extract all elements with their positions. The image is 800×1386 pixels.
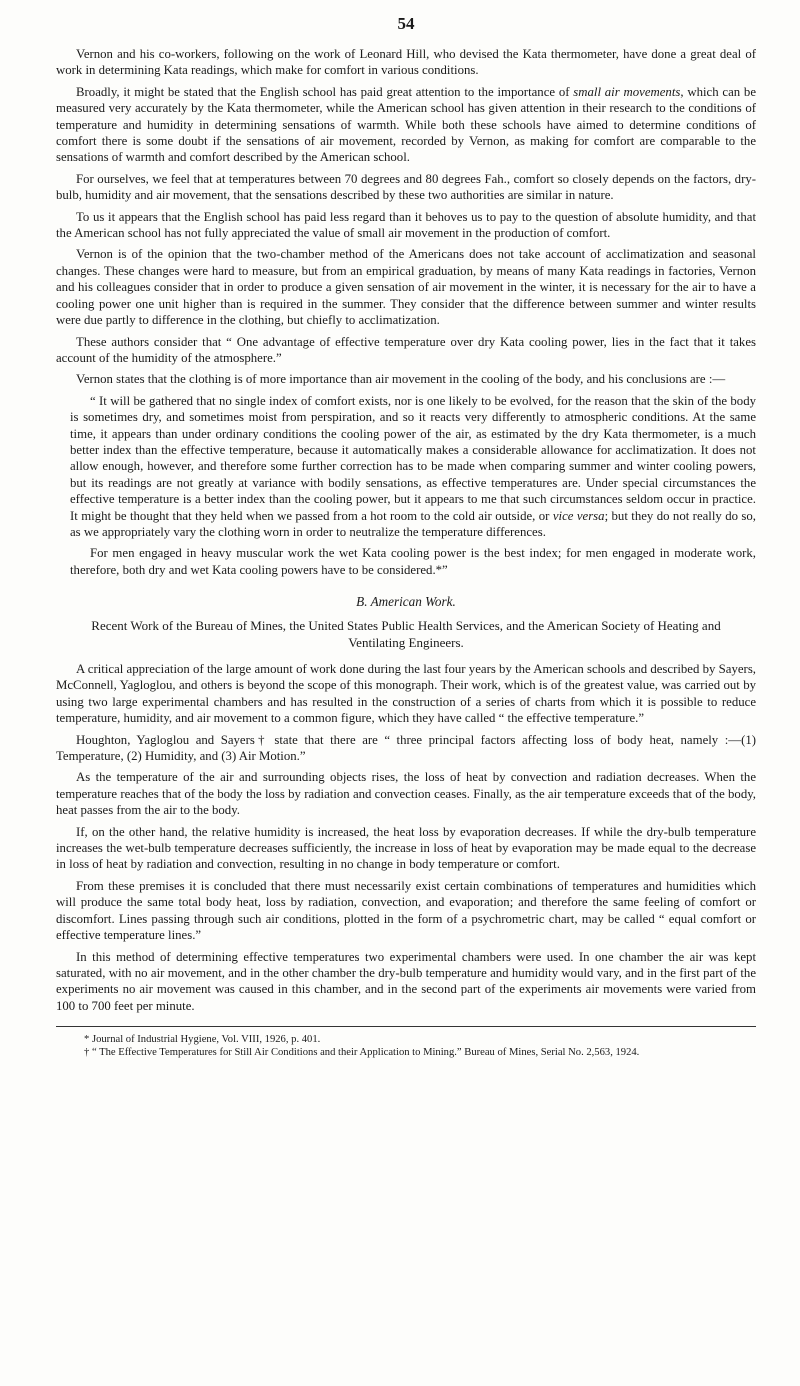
section-subtitle: Recent Work of the Bureau of Mines, the United States Public Health Services, and the American Society of Heating and Ventilating Engineers. [91, 618, 721, 650]
paragraph: Vernon and his co-workers, following on the work of Leonard Hill, who devised the Kata thermometer, have done a great deal of work in determining Kata readings, which make for comfort in various conditions. [56, 47, 756, 78]
paragraph [56, 84, 756, 166]
paragraph: A critical appreciation of the large amount of work done during the last four years by the American schools and described by Sayers, McConnell, Yagloglou, and others is beyond the scope of this monograph. Their work, which is of the greatest value, was carried out by using two large experimental chambers and has resulted in the construction of a series of charts from which it is possible to reduce temperature, humidity, and air movement to a common figure, which they have called “ the effective temperature.” [56, 662, 756, 726]
paragraph: Houghton, Yagloglou and Sayers† state that there are “ three principal factors affecting loss of body heat, namely :—(1) Temperature, (2) Humidity, and (3) Air Motion.” [56, 732, 756, 764]
block-quote: For men engaged in heavy muscular work the wet Kata cooling power is the best index; for men engaged in moderate work, therefore, both dry and wet Kata cooling powers have to be considered.*” [70, 546, 756, 577]
text-run: ; but they do not really do so, as we appropriately vary the clothing worn in order to neutralize the temperature differences. [70, 508, 756, 539]
section-title: B. American Work. [356, 594, 456, 610]
paragraph: To us it appears that the English school has paid less regard than it behoves us to pay to the question of absolute humidity, and that the American school has not fully appreciated the value of small air movement in the production of comfort. [56, 209, 756, 241]
text-run: “ It will be gathered that no single index of comfort exists, nor is one likely to be evolved, for the reason that the skin of the body is sometimes dry, and sometimes moist from perspiration, and so it reacts very differently to atmospheric conditions. At the same time, it appears than under ordinary conditions the cooling power of the air, as estimated by the dry Kata thermometer, is a much better index than the effective temperature, because it automatically makes a considerable allowance for acclimatization. It does not allow enough, however, and therefore some further correction has to be made when comparing summer and winter cooling powers, but its readings are not greatly at variance with bodily sensations, as effective temperatures are. Under special circumstances the effective temperature is a better index than the cooling power, but it appears to me that such circumstances seldom occur in practice. It might be thought that they held when we passed from a hot room to the cold air outside, or [70, 393, 756, 523]
text-run: Broadly, it might be stated that the English school has paid great attention to the importance of [76, 84, 574, 99]
text-run: , which can be measured very accurately by the Kata thermometer, while the American school has given attention in their research to the conditions of temperature and humidity in determining sensations of warmth. While both these schools have aimed to determine conditions of comfort there is some doubt if the sensations of air movement, recorded by Vernon, as making for comfort are comparable to the sensations of warmth and comfort described by the American school. [56, 84, 756, 165]
emphasis: small air movements [573, 84, 681, 99]
footnote-divider [56, 1026, 756, 1027]
page-number: 54 [397, 14, 415, 33]
paragraph: If, on the other hand, the relative humidity is increased, the heat loss by evaporation decreases. If while the dry-bulb temperature increases the wet-bulb temperature decreases sufficiently, the increase in loss of heat by evaporation may be made equal to the decrease in loss of heat by radiation and convection, resulting in no change in body temperature or comfort. [56, 824, 756, 872]
paragraph: From these premises it is concluded that there must necessarily exist certain combinations of temperatures and humidities which will produce the same total body heat, loss by radiation, convection, and evaporation; and therefore the same feeling of comfort or discomfort. Lines passing through such air conditions, plotted in the form of a psychrometric chart, may be called “ equal comfort or effective temperature lines.” [56, 878, 756, 943]
block-quote [56, 393, 756, 541]
emphasis: vice versa [552, 508, 605, 523]
footnote: * Journal of Industrial Hygiene, Vol. VIII, 1926, p. 401. [84, 1034, 321, 1046]
footnote: † “ The Effective Temperatures for Still Air Conditions and their Application to Mining.” Bureau of Mines, Serial No. 2,563, 1924. [84, 1047, 640, 1059]
paragraph: In this method of determining effective temperatures two experimental chambers were used. In one chamber the air was kept saturated, with no air movement, and in the other chamber the dry-bulb temperature and humidity would vary, and in the first part of the experiments no air movement was caused in this chamber, and in the second part of the experiments air movements were varied from 100 to 700 feet per minute. [56, 949, 756, 1013]
paragraph: As the temperature of the air and surrounding objects rises, the loss of heat by convection and radiation decreases. When the temperature reaches that of the body the loss by radiation and convection ceases. Finally, as the air temperature exceeds that of the body, heat passes from the air to the body. [56, 770, 756, 818]
paragraph: These authors consider that “ One advantage of effective temperature over dry Kata cooling power, lies in the fact that it takes account of the humidity of the atmosphere.” [56, 334, 756, 365]
paragraph: Vernon states that the clothing is of more importance than air movement in the cooling of the body, and his conclusions are :— [76, 372, 726, 387]
paragraph: Vernon is of the opinion that the two-chamber method of the Americans does not take account of acclimatization and seasonal changes. These changes were hard to measure, but from an empirical graduation, by means of many Kata readings in factories, Vernon and his colleagues consider that in order to produce a given sensation of air movement in the winter, it is necessary for the air to have a cooling power one unit higher than is required in the summer. They consider that the difference between summer and winter results were due partly to difference in the clothing, but chiefly to acclimatization. [56, 247, 756, 328]
paragraph: For ourselves, we feel that at temperatures between 70 degrees and 80 degrees Fah., comfort so closely depends on the factors, dry-bulb, humidity and air movement, that the sensations described by these two authorities are similar in nature. [56, 171, 756, 203]
